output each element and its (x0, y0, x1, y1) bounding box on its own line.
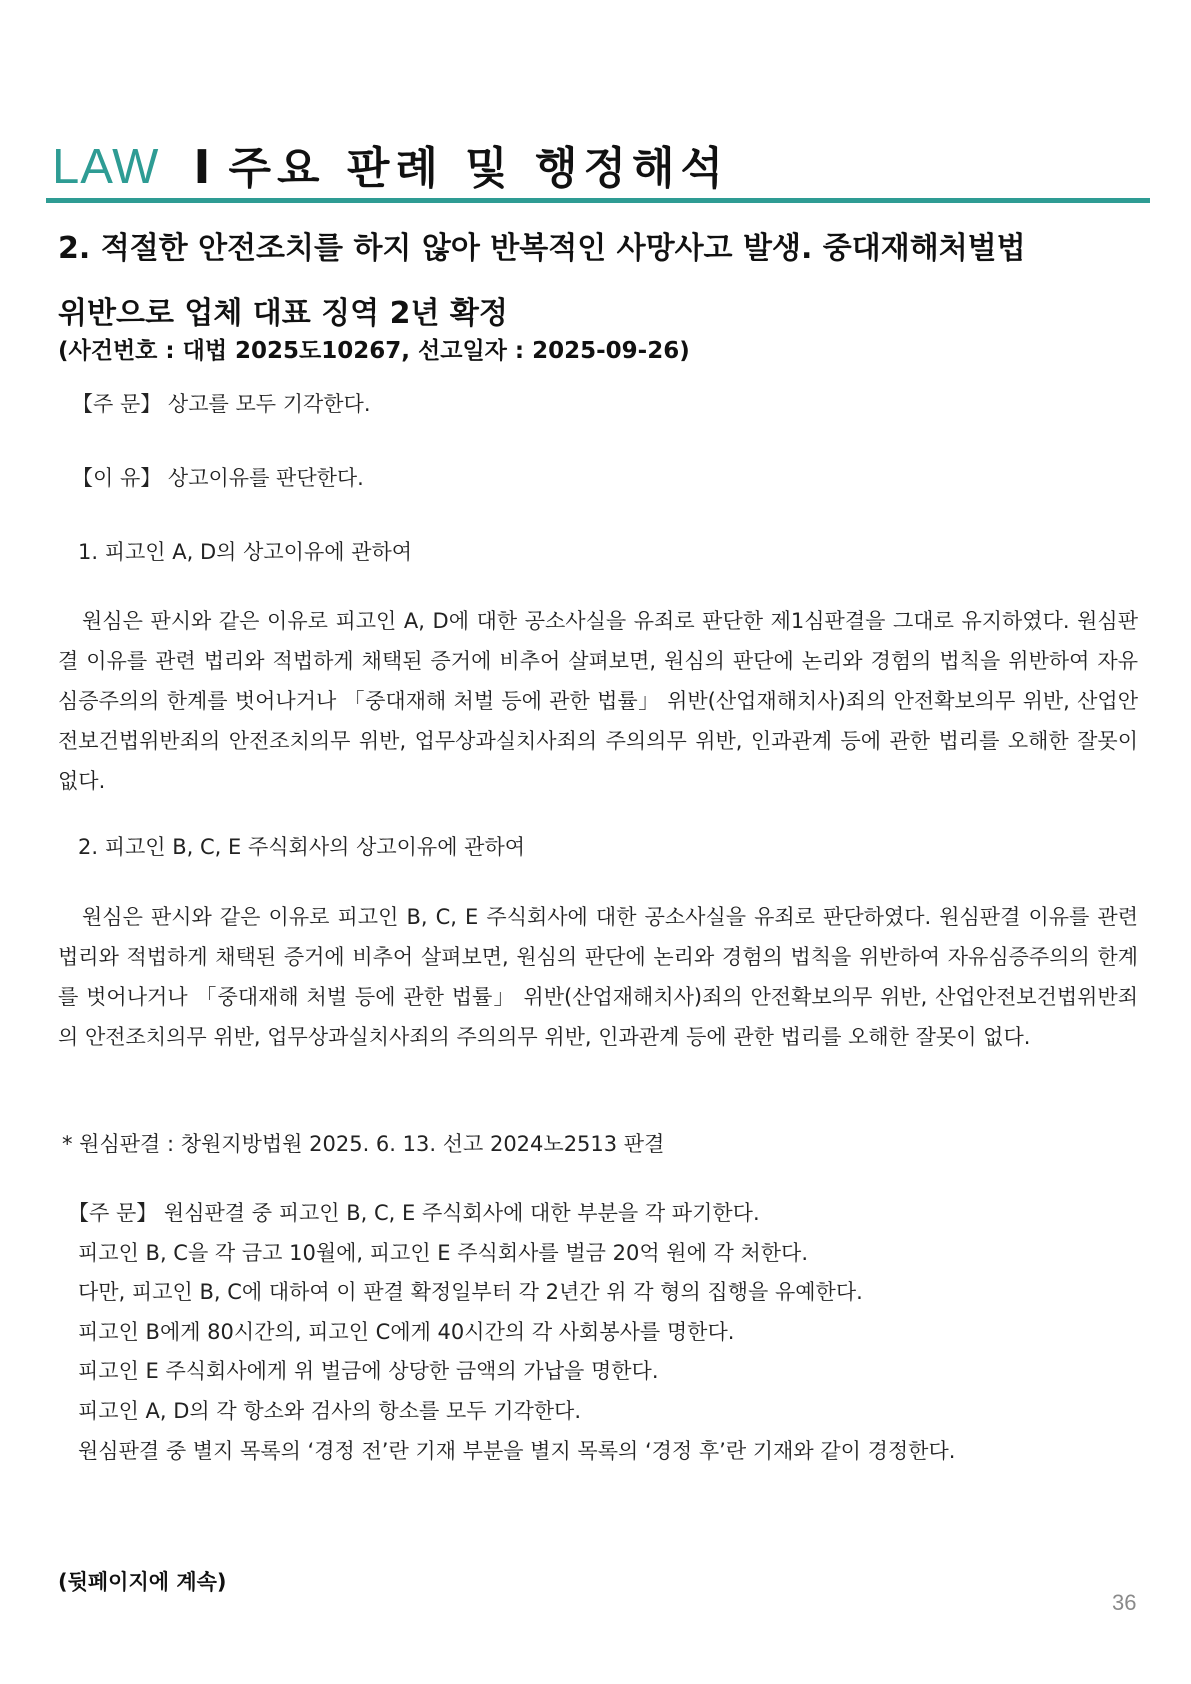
section-2-heading (58, 831, 1138, 861)
section-1-heading-text: 1. 피고인 A, D의 상고이유에 관하여 (78, 540, 413, 564)
case-title-line-1: 2. 적절한 안전조치를 하지 않아 반복적인 사망사고 발생. 중대재해처벌법 (58, 231, 1026, 266)
section-1-paragraph: 원심은 판시와 같은 이유로 피고인 A, D에 대한 공소사실을 유죄로 판단한 제1심판결을 그대로 유지하였다. 원심판결 이유를 관련 법리와 적법하게 채택된 증거에 비추어 살펴보면, 원심의 판단에 논리와 경험의 법칙을 위반하여 자유심증주의의 한계를 벗어나거나 「중대재해 처벌 등에 관한 법률」 위반(산업재해치사)죄의 안전확보의무 위반, 산업안전보건법위반죄의 안전조치의무 위반, 업무상과실치사죄의 주의의무 위반, 인과관계 등에 관한 법리를 오해한 잘못이 없다. (58, 609, 1138, 793)
case-meta: (사건번호 : 대법 2025도10267, 선고일자 : 2025-09-26) (58, 338, 690, 364)
section-2-heading-text: 2. 피고인 B, C, E 주식회사의 상고이유에 관하여 (78, 835, 526, 859)
verdict-line: 피고인 B, C을 각 금고 10월에, 피고인 E 주식회사를 벌금 20억 원에 각 처한다. (78, 1240, 809, 1265)
continued-note: (뒷페이지에 계속) (58, 1570, 227, 1594)
verdict-line: 원심판결 중 별지 목록의 ‘경정 전’란 기재 부분을 별지 목록의 ‘경정 후’란 기재와 같이 경정한다. (78, 1438, 956, 1463)
case-title (58, 216, 1138, 346)
ruling-reason (58, 462, 1138, 492)
lower-court-note-text: * 원심판결 : 창원지방법원 2025. 6. 13. 선고 2024노2513 판결 (62, 1132, 665, 1156)
header-divider (46, 198, 1150, 203)
lower-court-verdict (58, 1194, 1148, 1471)
verdict-line: 피고인 B에게 80시간의, 피고인 C에게 40시간의 각 사회봉사를 명한다. (78, 1319, 735, 1344)
verdict-line: 【주 문】 원심판결 중 피고인 B, C, E 주식회사에 대한 부분을 각 파기한다. (68, 1201, 760, 1225)
page-header (52, 132, 1152, 196)
verdict-line: 피고인 E 주식회사에게 위 벌금에 상당한 금액의 가납을 명한다. (78, 1359, 659, 1384)
verdict-line: 다만, 피고인 B, C에 대하여 이 판결 확정일부터 각 2년간 위 각 형의 집행을 유예한다. (78, 1280, 863, 1305)
ruling-order (58, 388, 1138, 418)
section-label: LAW (52, 140, 160, 194)
case-title-line-2: 위반으로 업체 대표 징역 2년 확정 (58, 296, 508, 331)
lower-court-note (58, 1128, 1138, 1158)
ruling-reason-text: 【이 유】 상고이유를 판단한다. (72, 466, 364, 490)
section-1-heading (58, 536, 1138, 566)
verdict-line: 피고인 A, D의 각 항소와 검사의 항소를 모두 기각한다. (78, 1398, 582, 1423)
page-title: 주요 판례 및 행정해석 (228, 143, 729, 194)
section-2-paragraph: 원심은 판시와 같은 이유로 피고인 B, C, E 주식회사에 대한 공소사실을 유죄로 판단하였다. 원심판결 이유를 관련 법리와 적법하게 채택된 증거에 비추어 살펴보면, 원심의 판단에 논리와 경험의 법칙을 위반하여 자유심증주의의 한계를 벗어나거나 「중대재해 처벌 등에 관한 법률」 위반(산업재해치사)죄의 안전확보의무 위반, 산업안전보건법위반죄의 안전조치의무 위반, 업무상과실치사죄의 주의의무 위반, 인과관계 등에 관한 법리를 오해한 잘못이 없다. (58, 905, 1138, 1049)
ruling-order-text: 【주 문】 상고를 모두 기각한다. (72, 392, 371, 416)
page-number: 36 (1112, 1590, 1137, 1615)
header-separator: I (193, 140, 211, 194)
